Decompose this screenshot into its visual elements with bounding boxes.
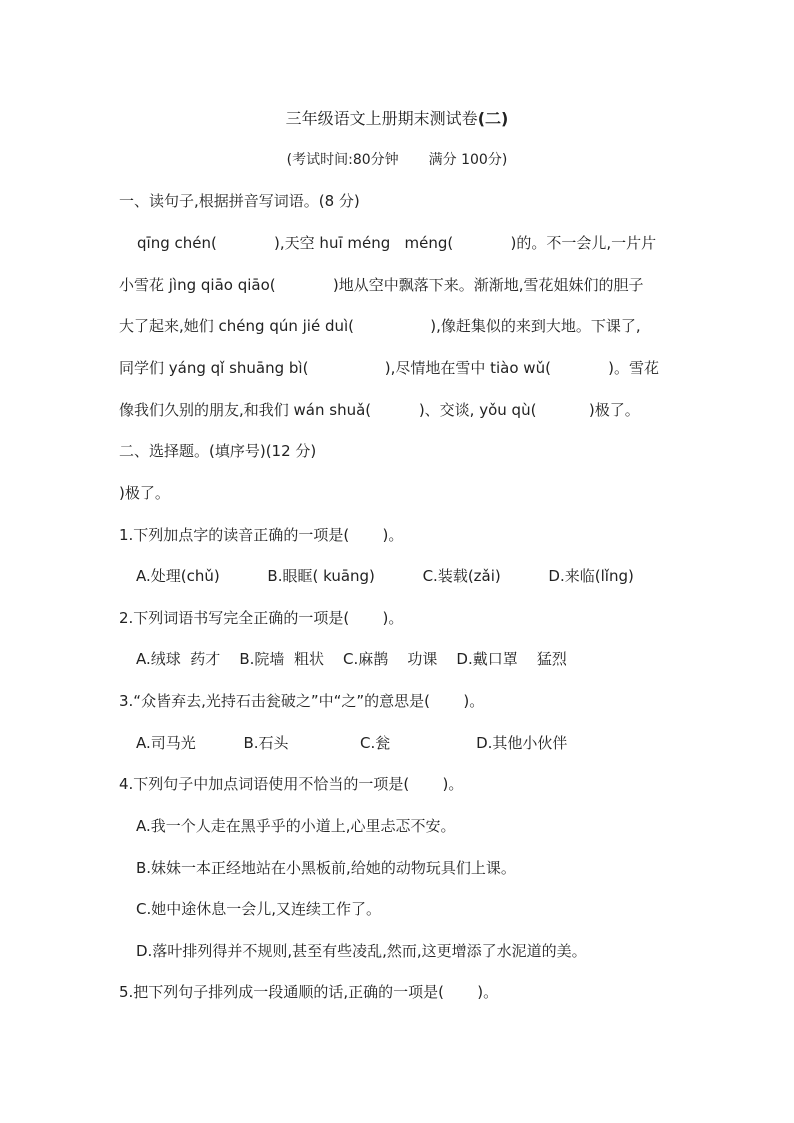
question-1-stem: 1.下列加点字的读音正确的一项是( )。 <box>119 526 404 544</box>
section1-line: 大了起来,她们 chéng qún jié duì( ),像赶集似的来到大地。下课了, <box>119 317 641 335</box>
stray-text: )极了。 <box>119 484 170 502</box>
question-4-option-c: C.她中途休息一会儿,又连续工作了。 <box>136 900 382 918</box>
question-4-option-b: B.妹妹一本正经地站在小黑板前,给她的动物玩具们上课。 <box>136 859 516 877</box>
question-1-options: A.处理(chǔ) B.眼眶( kuāng) C.装载(zǎi) D.来临(lǐng) <box>136 567 634 585</box>
section1-line: 同学们 yáng qǐ shuāng bì( ),尽情地在雪中 tiào wǔ( )。雪花 <box>119 359 660 377</box>
question-4-stem: 4.下列句子中加点词语使用不恰当的一项是( )。 <box>119 775 464 793</box>
section1-line: qīng chén( ),天空 huī méng méng( )的。不一会儿,一片片 <box>137 234 657 252</box>
section1-heading: 一、读句子,根据拼音写词语。(8 分) <box>119 192 360 210</box>
title-suffix: (二) <box>477 109 509 128</box>
exam-info <box>0 150 794 170</box>
section1-line: 小雪花 jìng qiāo qiāo( )地从空中飘落下来。渐渐地,雪花姐妹们的胆子 <box>119 276 644 294</box>
question-4-option-a: A.我一个人走在黑乎乎的小道上,心里忐忑不安。 <box>136 817 456 835</box>
question-4-option-d: D.落叶排列得并不规则,甚至有些凌乱,然而,这更增添了水泥道的美。 <box>136 942 587 960</box>
question-3-options: A.司马光 B.石头 C.瓮 D.其他小伙伴 <box>136 734 568 752</box>
question-3-stem: 3.“众皆弃去,光持石击瓮破之”中“之”的意思是( )。 <box>119 692 485 710</box>
exam-score: 满分 100分) <box>428 152 508 168</box>
question-5-stem: 5.把下列句子排列成一段通顺的话,正确的一项是( )。 <box>119 983 499 1001</box>
title-main: 三年级语文上册期末测试卷 <box>285 109 478 128</box>
question-2-stem: 2.下列词语书写完全正确的一项是( )。 <box>119 609 404 627</box>
section2-heading: 二、选择题。(填序号)(12 分) <box>119 442 317 460</box>
page-title <box>0 109 794 129</box>
exam-time: (考试时间:80分钟 <box>286 152 399 168</box>
question-2-options: A.绒球 药才 B.院墙 粗状 C.麻鹊 功课 D.戴口罩 猛烈 <box>136 650 567 668</box>
section1-line: 像我们久别的朋友,和我们 wán shuǎ( )、交谈, yǒu qù( )极了。 <box>119 401 640 419</box>
